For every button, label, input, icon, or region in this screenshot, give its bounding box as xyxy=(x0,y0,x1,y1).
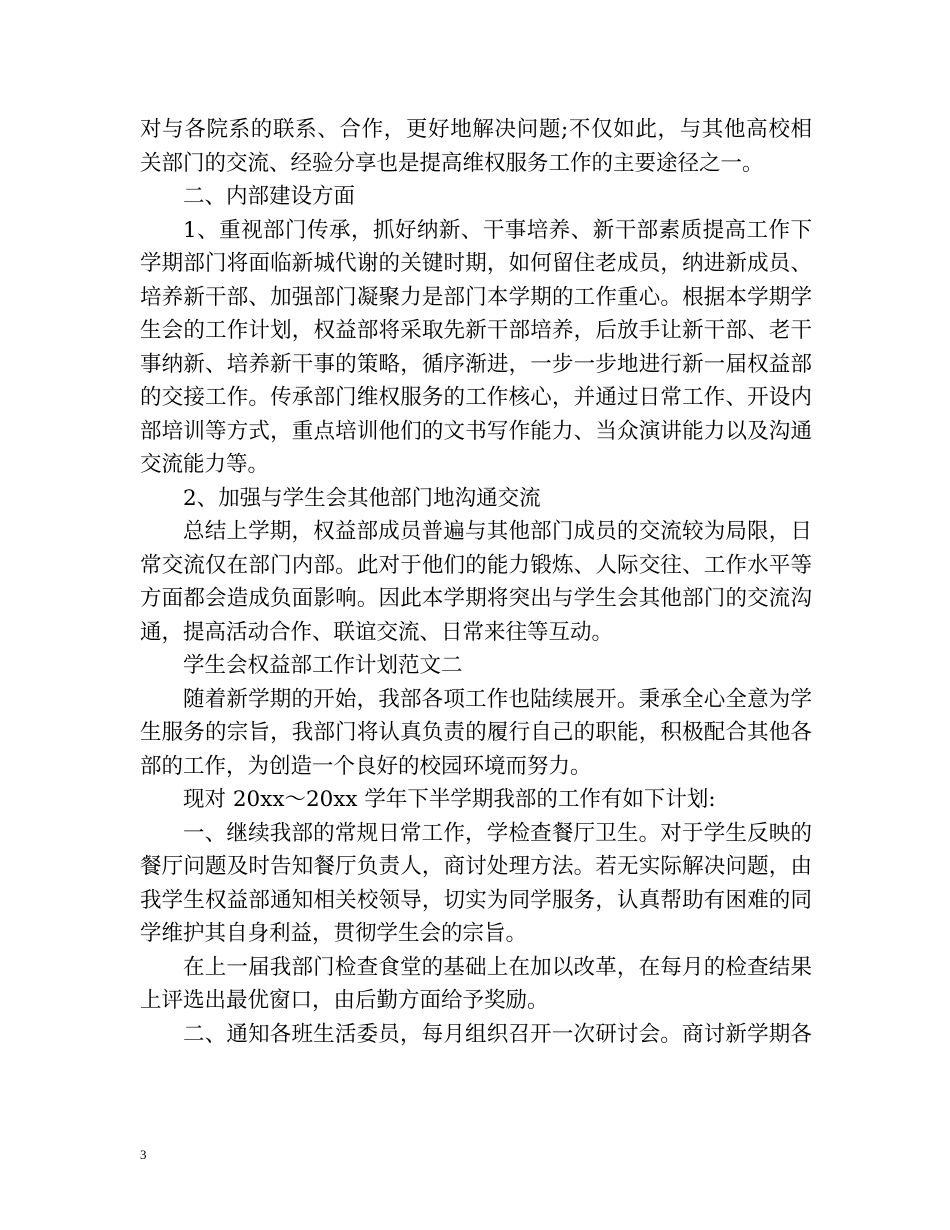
text-line: 事纳新、培养新干事的策略，循序渐进，一步一步地进行新一届权益部 xyxy=(140,351,812,377)
text-line: 二、内部建设方面 xyxy=(183,184,356,209)
text-line: 部的工作，为创造一个良好的校园环境而努力。 xyxy=(140,753,592,779)
text-line: 的交接工作。传承部门维权服务的工作核心，并通过日常工作、开设内 xyxy=(140,385,812,410)
text-line: 生服务的宗旨，我部门将认真负责的履行自己的职能，积极配合其他各 xyxy=(140,720,812,745)
text-line: 上评选出最优窗口，由后勤方面给予奖励。 xyxy=(140,988,549,1013)
text-line: 我学生权益部通知相关校领导，切实为同学服务，认真帮助有困难的同 xyxy=(140,887,812,913)
text-line: 2、加强与学生会其他部门地沟通交流 xyxy=(183,485,541,511)
text-line: 学生会权益部工作计划范文二 xyxy=(183,653,463,678)
text-line: 培养新干部、加强部门凝聚力是部门本学期的工作重心。根据本学期学 xyxy=(140,284,812,310)
text-line: 常交流仅在部门内部。此对于他们的能力锻炼、人际交往、工作水平等 xyxy=(140,552,812,578)
document-body xyxy=(140,113,812,1051)
text-line: 部培训等方式，重点培训他们的文书写作能力、当众演讲能力以及沟通 xyxy=(140,418,812,444)
text-line: 在上一届我部门检查食堂的基础上在加以改革，在每月的检查结果 xyxy=(183,954,812,980)
page-number: 3 xyxy=(140,1147,147,1162)
text-line: 学维护其自身利益，贯彻学生会的宗旨。 xyxy=(140,921,528,946)
text-line: 学期部门将面临新城代谢的关键时期，如何留住老成员，纳进新成员、 xyxy=(140,251,812,276)
text-line: 方面都会造成负面影响。因此本学期将突出与学生会其他部门的交流沟 xyxy=(140,586,812,611)
text-line: 餐厅问题及时告知餐厅负责人，商讨处理方法。若无实际解决问题，由 xyxy=(140,854,812,879)
text-line: 随着新学期的开始，我部各项工作也陆续展开。秉承全心全意为学 xyxy=(183,686,812,712)
text-line: 关部门的交流、经验分享也是提高维权服务工作的主要途径之一。 xyxy=(140,150,764,176)
text-line: 通，提高活动合作、联谊交流、日常来往等互动。 xyxy=(140,619,614,645)
text-line: 生会的工作计划，权益部将采取先新干部培养，后放手让新干部、老干 xyxy=(140,318,812,343)
text-line: 二、通知各班生活委员，每月组织召开一次研讨会。商讨新学期各 xyxy=(183,1021,812,1047)
text-line: 总结上学期，权益部成员普遍与其他部门成员的交流较为局限，日 xyxy=(183,519,812,544)
text-line: 一、继续我部的常规日常工作，学检查餐厅卫生。对于学生反映的 xyxy=(183,820,812,846)
text-line: 现对 20xx～20xx 学年下半学期我部的工作有如下计划: xyxy=(183,787,716,812)
text-line: 对与各院系的联系、合作，更好地解决问题;不仅如此，与其他高校相 xyxy=(140,117,812,142)
text-line: 交流能力等。 xyxy=(140,452,270,477)
text-line: 1、重视部门传承，抓好纳新、干事培养、新干部素质提高工作下 xyxy=(183,217,812,243)
